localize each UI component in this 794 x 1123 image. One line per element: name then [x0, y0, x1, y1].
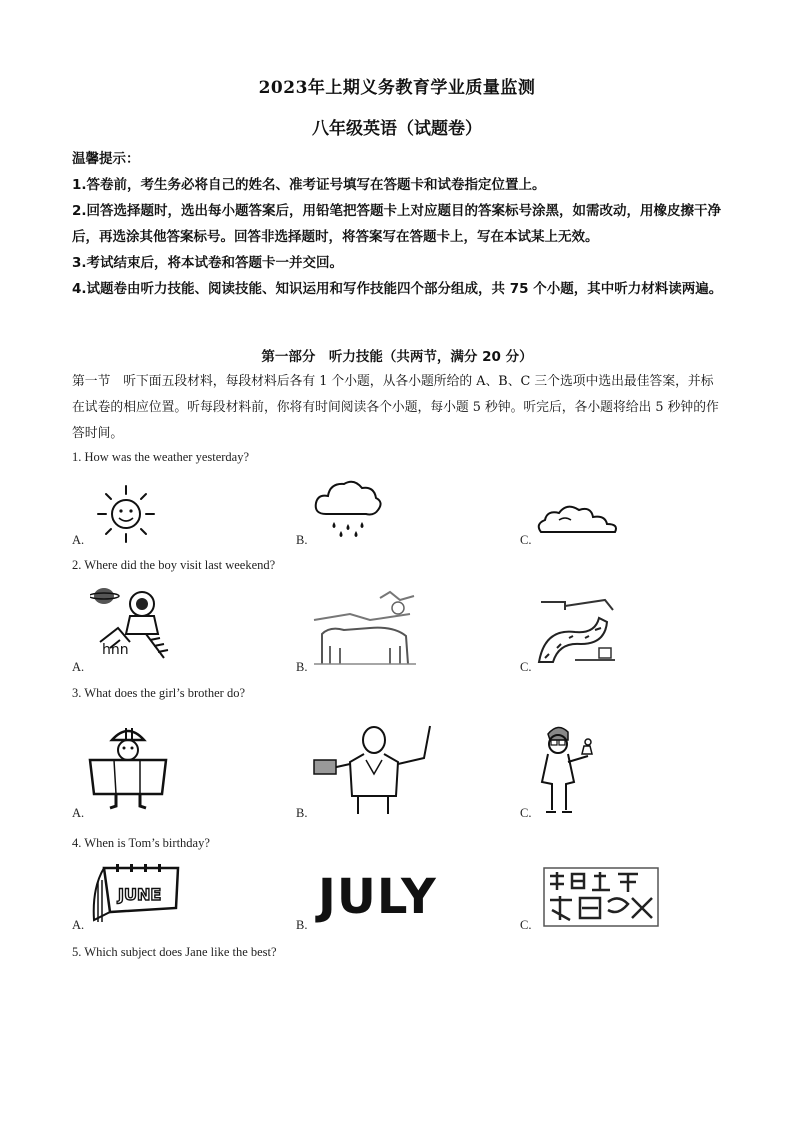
option-a-label: A. [72, 918, 85, 932]
great-wall-picture [535, 598, 619, 668]
note-item: 3.考试结束后，将本试卷和答题卡一并交回。 [72, 255, 344, 271]
note-item: 1.答卷前，考生务必将自己的姓名、准考证号填写在答题卡和试卷指定位置上。 [72, 177, 546, 193]
option-b-label: B. [296, 806, 308, 820]
note-item: 4.试题卷由听力技能、阅读技能、知识运用和写作技能四个部分组成，共 75 个小题，其中听力材料读两遍。 [72, 281, 723, 297]
notes-block [72, 146, 724, 302]
calendar-month-label: JUNE [118, 885, 162, 904]
option-b-label: B. [296, 918, 308, 932]
cloud-icon [535, 500, 621, 538]
option-b-label: B. [296, 660, 308, 674]
option-b-label: B. [296, 533, 308, 547]
notes-heading: 温馨提示： [72, 151, 140, 167]
option-c-label: C. [520, 918, 532, 932]
option-c-label: C. [520, 806, 532, 820]
option-c-label: C. [520, 533, 532, 547]
section-intro: 第一节 听下面五段材料，每段材料后各有 1 个小题，从各小题所给的 A、B、C 三个选项中选出最佳答案，并标在试卷的相应位置。听每段材料前，你将有时间阅读各个小题，每小题 5 秒钟。听完后，各小题将给出 5 秒钟的作答时间。 [72, 374, 719, 441]
question-4: 4. When is Tom’s birthday? [72, 836, 210, 850]
teacher-picture [310, 724, 438, 816]
section-heading: 第一部分 听力技能（共两节，满分 20 分） [261, 349, 533, 365]
question-1: 1. How was the weather yesterday? [72, 450, 250, 464]
page-subtitle: 八年级英语（试题卷） [312, 119, 482, 139]
question-5: 5. Which subject does Jane like the best? [72, 945, 277, 959]
note-item: 2.回答选择题时，选出每小题答案后，用铅笔把答题卡上对应题目的答案标号涂黑，如需改动，用橡皮擦干净后，再选涂其他答案标号。回答非选择题时，将答案写在答题卡上，写在本试某上无效。 [72, 203, 722, 245]
july-text: JULY [318, 869, 437, 925]
farm-animals-picture [310, 590, 420, 668]
option-a-label: A. [72, 533, 85, 547]
page-title: 2023年上期义务教育学业质量监测 [258, 78, 536, 98]
option-a-label: A. [72, 660, 85, 674]
space-museum-picture [90, 584, 178, 668]
rain-cloud-icon [312, 476, 384, 540]
chinese-characters-picture [542, 866, 660, 928]
june-calendar-picture [90, 862, 182, 928]
option-a-label: A. [72, 806, 85, 820]
question-2: 2. Where did the boy visit last weekend? [72, 558, 276, 572]
scientist-picture [538, 722, 608, 816]
sun-icon [95, 483, 157, 545]
question-3: 3. What does the girl’s brother do? [72, 686, 245, 700]
engineer-picture [86, 722, 170, 810]
svg-text:hnn: hnn [102, 642, 129, 658]
option-c-label: C. [520, 660, 532, 674]
